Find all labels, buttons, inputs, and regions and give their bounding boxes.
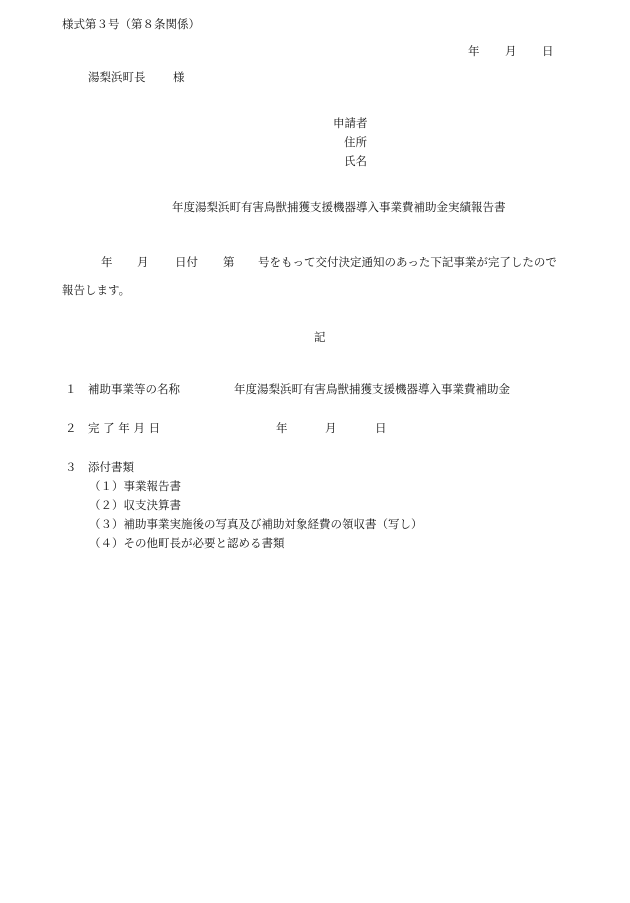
item-2-number: ２ [65,421,77,435]
item-1-number: １ [65,382,77,396]
item-1-value: 年度湯梨浜町有害鳥獣捕獲支援機器導入事業費補助金 [234,382,510,396]
item-3-sub-3: （３）補助事業実施後の写真及び補助対象経費の領収書（写し） [89,517,423,531]
item-3-label: 添付書類 [88,460,134,474]
addressee-honorific: 様 [173,70,185,84]
item-1-label: 補助事業等の名称 [88,382,180,396]
body-line2: 報告します。 [62,283,131,297]
applicant-heading: 申請者 [333,116,368,130]
date-month-label: 月 [505,44,517,58]
item-3-number: ３ [65,460,77,474]
body-day-suffix: 日付 [175,255,198,269]
body-rest: 号をもって交付決定通知のあった下記事業が完了したので [258,255,557,269]
applicant-address-label: 住所 [344,135,367,149]
form-number: 様式第３号（第８条関係） [62,17,200,31]
item-2-month: 月 [325,421,337,435]
date-day-label: 日 [542,44,554,58]
body-dai: 第 [223,255,235,269]
date-year-label: 年 [468,44,480,58]
item-3-sub-2: （２）収支決算書 [89,498,181,512]
ki-heading: 記 [314,330,326,344]
item-2-year: 年 [276,421,288,435]
item-3-sub-4: （４）その他町長が必要と認める書類 [89,536,285,550]
applicant-name-label: 氏名 [344,154,367,168]
body-year: 年 [101,255,113,269]
body-month: 月 [137,255,149,269]
item-3-sub-1: （１）事業報告書 [89,479,181,493]
document-title: 年度湯梨浜町有害鳥獣捕獲支援機器導入事業費補助金実績報告書 [172,200,506,214]
item-2-label: 完 了 年 月 日 [88,421,161,435]
item-2-day: 日 [375,421,387,435]
addressee-name: 湯梨浜町長 [88,70,146,84]
